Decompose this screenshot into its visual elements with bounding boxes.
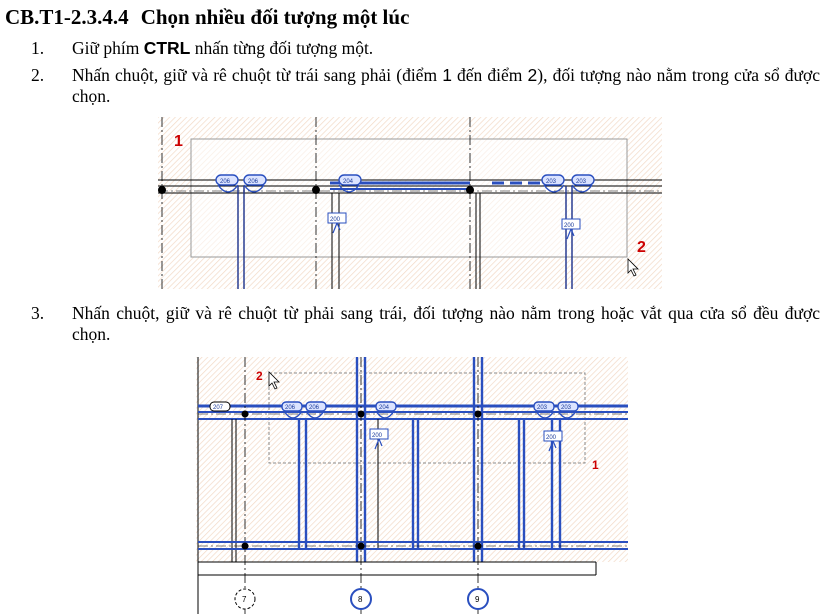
grid-node bbox=[242, 411, 249, 418]
step-text: Nhấn chuột, giữ và rê chuột từ phải sang trái, đối tượng nào nằm trong hoặc vắt qua cửa sổ đều được chọn. bbox=[72, 303, 820, 344]
point-2-label: 2 bbox=[256, 369, 263, 383]
grid-node bbox=[158, 186, 166, 194]
door-tag-label: 203 bbox=[537, 405, 548, 411]
door-tag-label: 204 bbox=[379, 405, 390, 411]
door-tag-label: 203 bbox=[576, 179, 587, 185]
wall-tag-label: 200 bbox=[372, 433, 383, 439]
step-text-part: Nhấn chuột, giữ và rê chuột từ trái sang phải (điểm bbox=[72, 65, 443, 85]
figure-left-to-right-selection bbox=[158, 117, 662, 289]
step-number: 2. bbox=[31, 65, 45, 85]
point-ref: 2 bbox=[527, 65, 538, 85]
step-2 bbox=[31, 65, 821, 109]
section-title: Chọn nhiều đối tượng một lúc bbox=[140, 5, 410, 29]
wall-tag-label: 200 bbox=[546, 435, 557, 441]
grid-bubble bbox=[468, 589, 488, 609]
door-tag-label: 206 bbox=[285, 405, 296, 411]
selection-window bbox=[191, 139, 627, 257]
door-tag-label: 206 bbox=[309, 405, 320, 411]
step-text bbox=[72, 65, 820, 107]
wall-tag-label: 200 bbox=[330, 217, 341, 223]
step-text-part: ), đối tượng nào nằm trong cửa sổ được chọn. bbox=[72, 65, 821, 106]
grid-node bbox=[312, 186, 320, 194]
grid-bubble bbox=[235, 589, 255, 609]
door-tag-label: 206 bbox=[220, 179, 231, 185]
door-tag-label: 203 bbox=[546, 179, 557, 185]
section-heading bbox=[5, 5, 409, 30]
grid-label: 7 bbox=[242, 595, 247, 604]
door-tag-label: 204 bbox=[343, 179, 354, 185]
grid-node bbox=[242, 543, 249, 550]
section-code: CB.T1-2.3.4.4 bbox=[5, 5, 129, 29]
step-text-part: đến điểm bbox=[451, 65, 528, 85]
door-tag-label: 207 bbox=[213, 405, 224, 411]
grid-node bbox=[358, 411, 365, 418]
door-tag bbox=[210, 402, 230, 411]
step-text bbox=[72, 38, 820, 59]
grid-label: 9 bbox=[475, 595, 480, 604]
step-number: 1. bbox=[31, 38, 45, 58]
grid-node bbox=[475, 411, 482, 418]
ctrl-key-label: CTRL bbox=[143, 38, 191, 58]
grid-node bbox=[475, 543, 482, 550]
step-text-part: nhấn từng đối tượng một. bbox=[190, 38, 374, 58]
figure-right-to-left-selection bbox=[196, 357, 628, 614]
point-ref: 1 bbox=[442, 65, 452, 85]
step-number: 3. bbox=[31, 303, 45, 323]
step-text-part: Giữ phím bbox=[72, 38, 144, 58]
grid-node bbox=[466, 186, 474, 194]
grid-label: 8 bbox=[358, 595, 363, 604]
point-1-label: 1 bbox=[174, 133, 183, 150]
grid-bubble bbox=[351, 589, 371, 609]
grid-node bbox=[358, 543, 365, 550]
point-2-label: 2 bbox=[637, 239, 646, 256]
door-tag-label: 206 bbox=[248, 179, 259, 185]
step-3 bbox=[31, 303, 821, 347]
point-1-label: 1 bbox=[592, 458, 599, 472]
door-tag-label: 203 bbox=[561, 405, 572, 411]
wall-tag-label: 200 bbox=[564, 223, 575, 229]
